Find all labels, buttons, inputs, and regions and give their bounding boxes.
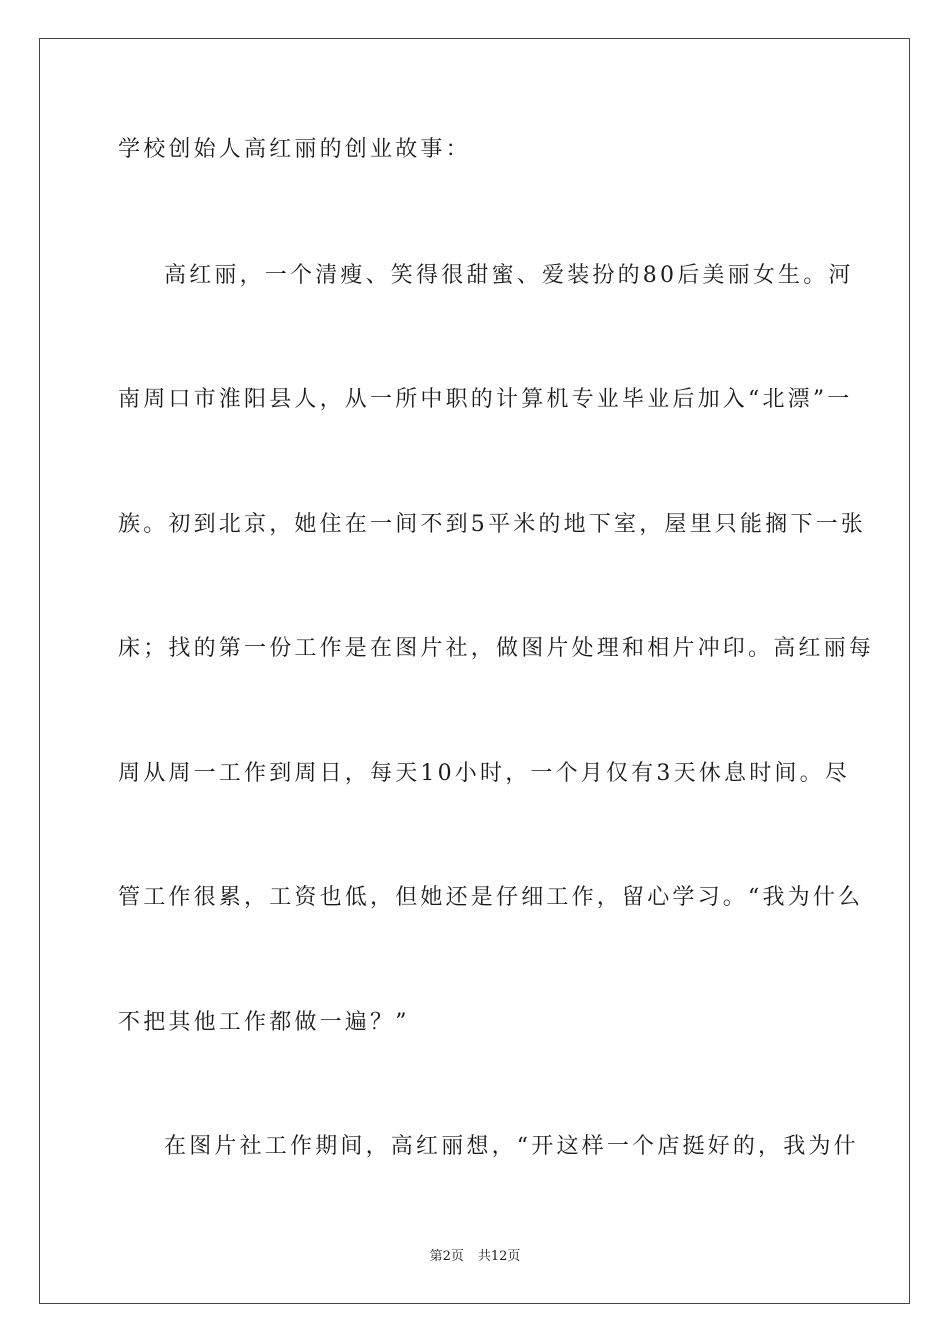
page-number: 第2页 (429, 1249, 464, 1264)
text-line: 在图片社工作期间，高红丽想，“开这样一个店挺好的，我为什 (164, 1134, 859, 1159)
page-footer (0, 1248, 950, 1266)
text-line: 管工作很累，工资也低，但她还是仔细工作，留心学习。“我为什么 (118, 885, 864, 910)
text-line: 不把其他工作都做一遍？” (118, 1010, 410, 1035)
page-total: 共12页 (477, 1249, 521, 1264)
text-line: 周从周一工作到周日，每天10小时，一个月仅有3天休息时间。尽 (118, 761, 850, 786)
text-line: 床；找的第一份工作是在图片社，做图片处理和相片冲印。高红丽每 (118, 636, 875, 661)
text-line: 族。初到北京，她住在一间不到5平米的地下室，屋里只能搁下一张 (118, 512, 866, 537)
text-line: 学校创始人高红丽的创业故事： (118, 137, 471, 162)
page-border (39, 38, 910, 1304)
text-line: 高红丽，一个清瘦、笑得很甜蜜、爱装扮的80后美丽女生。河 (164, 263, 854, 288)
text-line: 南周口市淮阳县人，从一所中职的计算机专业毕业后加入“北漂”一 (118, 387, 853, 412)
